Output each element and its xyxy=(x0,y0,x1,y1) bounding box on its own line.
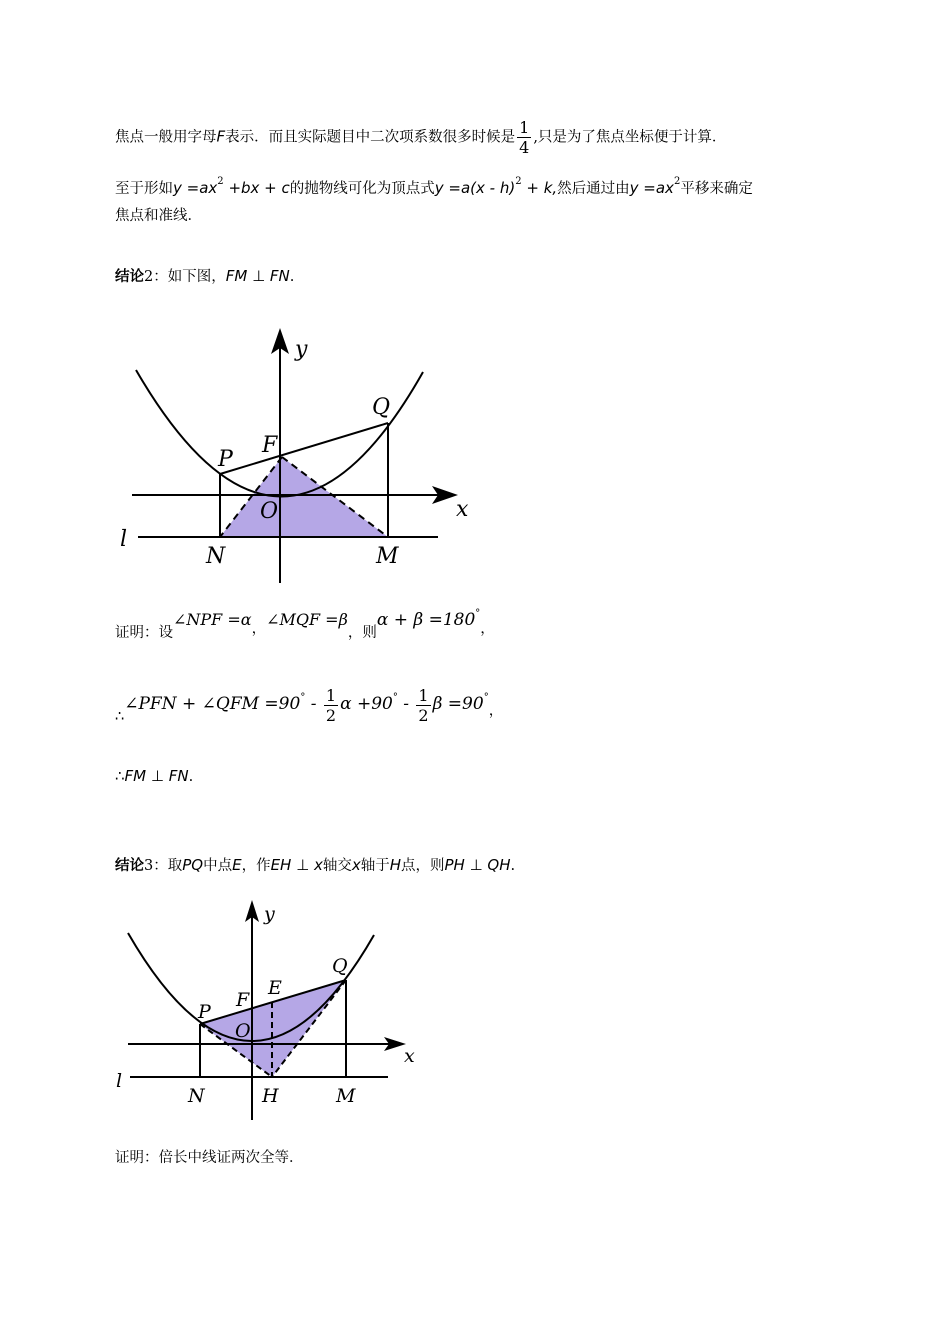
label-x: x xyxy=(404,1045,415,1067)
text: 轴于 xyxy=(360,858,390,874)
math-expr: α +90 xyxy=(340,694,393,714)
conclusion-label: 结论 xyxy=(115,269,144,285)
fraction-denominator: 2 xyxy=(418,705,429,725)
equation-standard-rest: +bx + c xyxy=(223,179,290,197)
equation-standard: y =ax xyxy=(173,179,218,197)
text: ， xyxy=(251,621,267,637)
text: ，作 xyxy=(241,858,271,874)
minus: - xyxy=(397,694,415,714)
math-expr: β =90 xyxy=(432,694,484,714)
label-Q: Q xyxy=(372,395,391,420)
therefore-symbol: ∴ xyxy=(115,709,125,725)
math-perpendicular: PH ⊥ QH xyxy=(444,856,511,874)
math-angle-mqf: ∠MQF =β xyxy=(266,610,348,629)
degree-sign: ° xyxy=(392,692,398,703)
degree-sign: ° xyxy=(475,608,481,619)
text: . xyxy=(510,858,516,874)
text: 点，则 xyxy=(401,858,445,874)
fraction-denominator: 2 xyxy=(325,705,337,725)
label-H: H xyxy=(262,1085,279,1107)
math-E: E xyxy=(232,856,242,874)
text: ：取 xyxy=(153,858,183,874)
label-P: P xyxy=(218,447,233,472)
label-N: N xyxy=(188,1085,205,1107)
label-F: F xyxy=(236,989,250,1011)
equation-basic: y =ax xyxy=(629,179,674,197)
math-H: H xyxy=(389,856,401,874)
label-O: O xyxy=(260,499,279,524)
label-O: O xyxy=(235,1020,251,1042)
label-l: l xyxy=(120,527,128,552)
math-x: x xyxy=(351,856,361,874)
text: 焦点一般用字母 xyxy=(115,129,217,146)
label-F: F xyxy=(262,433,278,458)
text: ， xyxy=(480,621,495,637)
proof-3: 证明：倍长中线证两次全等． xyxy=(115,1150,304,1166)
superscript: 2 xyxy=(673,176,681,187)
math-EH-perp-x: EH ⊥ x xyxy=(270,856,323,874)
text: 然后通过由 xyxy=(557,181,630,197)
text: 轴交 xyxy=(322,858,352,874)
superscript: 2 xyxy=(515,176,522,187)
label-M: M xyxy=(336,1085,356,1107)
math-angle-sum-expr: ∠PFN + ∠QFM =90 xyxy=(124,694,301,714)
equation-vertex: y =a(x - h) xyxy=(434,179,516,197)
text: 表示．而且实际题目中二次项系数很多时候是 xyxy=(225,129,516,146)
math-PQ: PQ xyxy=(182,856,204,874)
proof-label: 证明：设 xyxy=(115,625,173,641)
fraction-denominator: 4 xyxy=(519,138,530,157)
text: . xyxy=(188,769,194,785)
conclusion-number: 3 xyxy=(144,858,154,874)
label-M: M xyxy=(376,544,399,569)
degree-sign: ° xyxy=(483,692,489,703)
text: 中点 xyxy=(203,858,233,874)
math-conclusion: ∴FM ⊥ FN xyxy=(115,767,189,785)
minus: - xyxy=(305,694,322,714)
text: ,只是为了焦点坐标便于计算． xyxy=(533,129,727,146)
label-x: x xyxy=(456,497,469,522)
fraction-numerator: 1 xyxy=(418,685,429,705)
math-angle-npf: ∠NPF =α xyxy=(173,610,252,629)
text: 平移来确定 xyxy=(680,181,753,197)
math-perpendicular: FM ⊥ FN xyxy=(225,267,290,285)
degree-sign: ° xyxy=(300,692,306,703)
fraction-numerator: 1 xyxy=(325,685,337,705)
math-angle-sum: α + β =180 xyxy=(376,610,476,630)
text: 至于形如 xyxy=(115,181,173,197)
math-F: F xyxy=(216,127,226,146)
text: ， xyxy=(488,703,504,719)
paragraph-vertex-form-line2: 焦点和准线． xyxy=(115,208,202,224)
text: ，则 xyxy=(347,625,377,641)
conclusion-number: 2 xyxy=(144,269,154,285)
fraction-numerator: 1 xyxy=(519,118,530,137)
label-y: y xyxy=(295,337,308,362)
text: . xyxy=(289,269,295,285)
label-Q: Q xyxy=(332,955,348,977)
label-l: l xyxy=(116,1070,123,1092)
label-N: N xyxy=(206,544,226,569)
label-P: P xyxy=(198,1001,211,1023)
text: ：如下图， xyxy=(153,269,226,285)
text: 的抛物线可化为顶点式 xyxy=(289,181,435,197)
conclusion-label: 结论 xyxy=(115,858,144,874)
label-E: E xyxy=(268,977,282,999)
label-y: y xyxy=(264,903,275,925)
superscript: 2 xyxy=(217,176,224,187)
equation-vertex-rest: + k, xyxy=(521,179,558,197)
